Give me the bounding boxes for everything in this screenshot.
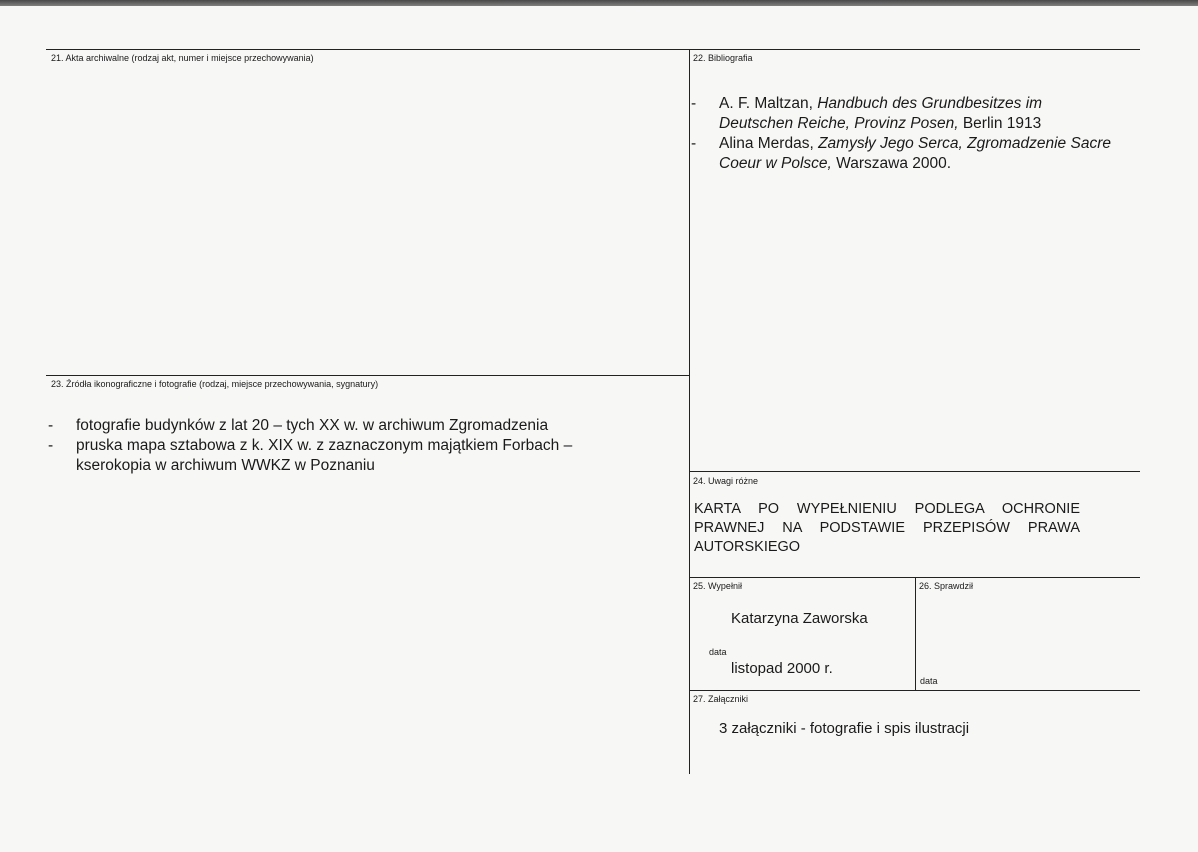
rule-27 xyxy=(689,690,1140,691)
scan-top-edge xyxy=(0,0,1198,6)
filled-by-date-label: data xyxy=(709,647,727,657)
source-item: - fotografie budynków z lat 20 – tych XX w. w archiwum Zgromadzenia xyxy=(48,416,638,436)
bibliography-author: Alina Merdas, xyxy=(719,135,814,152)
attachments-text: 3 załączniki - fotografie i spis ilustracji xyxy=(719,720,970,737)
field-23-label: 23. Źródła ikonograficzne i fotografie (rodzaj, miejsce przechowywania, sygnatury) xyxy=(51,379,379,389)
field-25-label: 25. Wypełnił xyxy=(693,581,742,591)
bibliography-list xyxy=(691,94,1111,174)
bibliography-title: Handbuch des Grundbesitzes im Deutschen Reiche, Provinz Posen, xyxy=(719,95,1043,132)
rule-23 xyxy=(46,375,689,376)
center-divider xyxy=(689,49,690,774)
bibliography-item xyxy=(691,94,1111,134)
checked-by-date-label: data xyxy=(920,676,938,686)
field-21-label: 21. Akta archiwalne (rodzaj akt, numer i miejsce przechowywania) xyxy=(51,53,314,63)
field-22-label: 22. Bibliografia xyxy=(693,53,753,63)
top-rule xyxy=(46,49,1140,50)
bibliography-tail: Berlin 1913 xyxy=(962,115,1042,132)
divider-25-26 xyxy=(915,577,916,690)
rule-24 xyxy=(689,471,1140,472)
bibliography-title: Zamysły Jego Serca, Zgromadzenie Sacre Coeur w Polsce, xyxy=(719,135,1111,172)
bibliography-tail: Warszawa 2000. xyxy=(836,155,952,172)
iconographic-sources-list xyxy=(48,416,638,476)
bibliography-author: A. F. Maltzan, xyxy=(719,95,813,112)
bibliography-item xyxy=(691,134,1111,174)
field-27-label: 27. Załączniki xyxy=(693,694,749,704)
field-24-label: 24. Uwagi różne xyxy=(693,476,759,486)
field-26-label: 26. Sprawdził xyxy=(919,581,974,591)
filled-by-date: listopad 2000 r. xyxy=(731,660,833,677)
source-item: - pruska mapa sztabowa z k. XIX w. z zaznaczonym majątkiem Forbach – kserokopia w archiwum WWKZ w Poznaniu xyxy=(48,436,638,476)
copyright-notice: KARTA PO WYPEŁNIENIU PODLEGA OCHRONIE PRAWNEJ NA PODSTAWIE PRZEPISÓW PRAWA AUTORSKIEGO xyxy=(694,501,1080,555)
filled-by-name: Katarzyna Zaworska xyxy=(731,610,868,627)
